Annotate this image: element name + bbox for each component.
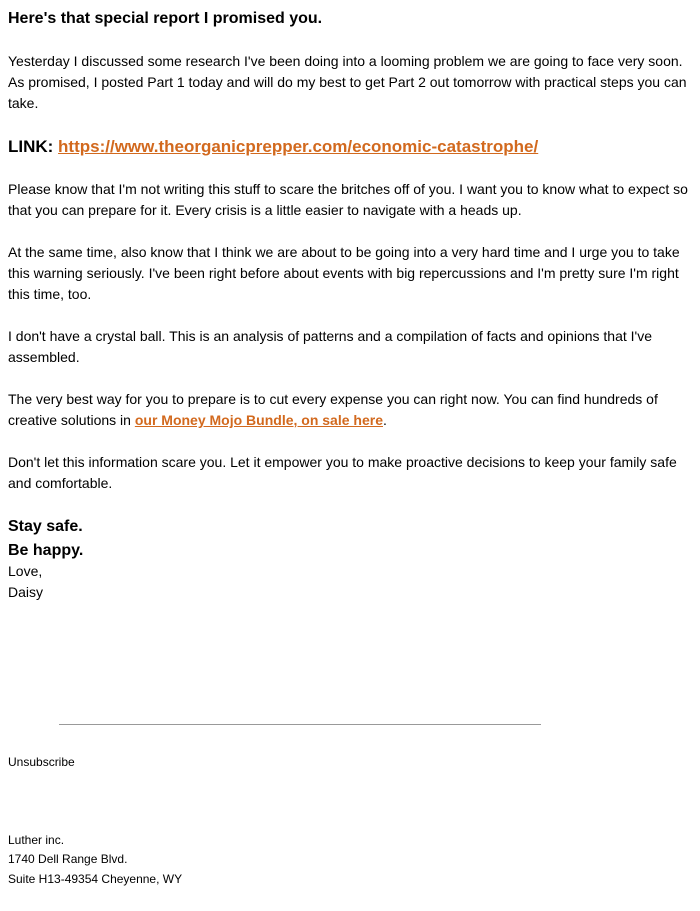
address-city: Suite H13-49354 Cheyenne, WY — [8, 872, 183, 886]
prepare-text-end: . — [382, 412, 387, 428]
email-heading: Here's that special report I promised you. — [8, 10, 323, 27]
company-name: Luther inc. — [8, 833, 65, 847]
prepare-text: The very best way for you to prepare is to cut every expense you can right now. You can find hundreds of creative solutions in — [8, 391, 658, 428]
report-link[interactable]: https://www.theorganicprepper.com/economic-catastrophe/ — [58, 137, 539, 156]
paragraph-warning: At the same time, also know that I think we are about to be going into a very hard time and I urge you to take this warning seriously. I've been right before about events with big repercussions and I'm pretty sure I'm right this time, too. — [8, 244, 680, 302]
money-mojo-bundle-link[interactable]: our Money Mojo Bundle, on sale here — [134, 412, 383, 428]
address-street: 1740 Dell Range Blvd. — [8, 852, 128, 866]
closing: Love, — [8, 563, 43, 579]
footer-divider — [59, 724, 541, 725]
paragraph-intro: Yesterday I discussed some research I've been doing into a looming problem we are going to face very soon. As promised, I posted Part 1 today and will do my best to get Part 2 out tomorrow with practical steps you can take. — [8, 53, 687, 111]
paragraph-analysis: I don't have a crystal ball. This is an analysis of patterns and a compilation of facts and opinions that I've assembled. — [8, 328, 653, 365]
paragraph-empower: Don't let this information scare you. Let it empower you to make proactive decisions to keep your family safe and comfortable. — [8, 454, 677, 491]
paragraph-prepare — [8, 389, 694, 431]
signoff-be-happy: Be happy. — [8, 542, 84, 559]
paragraph-reassurance: Please know that I'm not writing this stuff to scare the britches off of you. I want you to know what to expect so that you can prepare for it. Every crisis is a little easier to navigate with a heads up. — [8, 181, 688, 218]
link-label: LINK: — [8, 137, 59, 156]
unsubscribe-link[interactable]: Unsubscribe — [8, 755, 75, 769]
link-line — [8, 136, 538, 158]
author-name: Daisy — [8, 584, 44, 600]
signoff-stay-safe: Stay safe. — [8, 518, 83, 535]
